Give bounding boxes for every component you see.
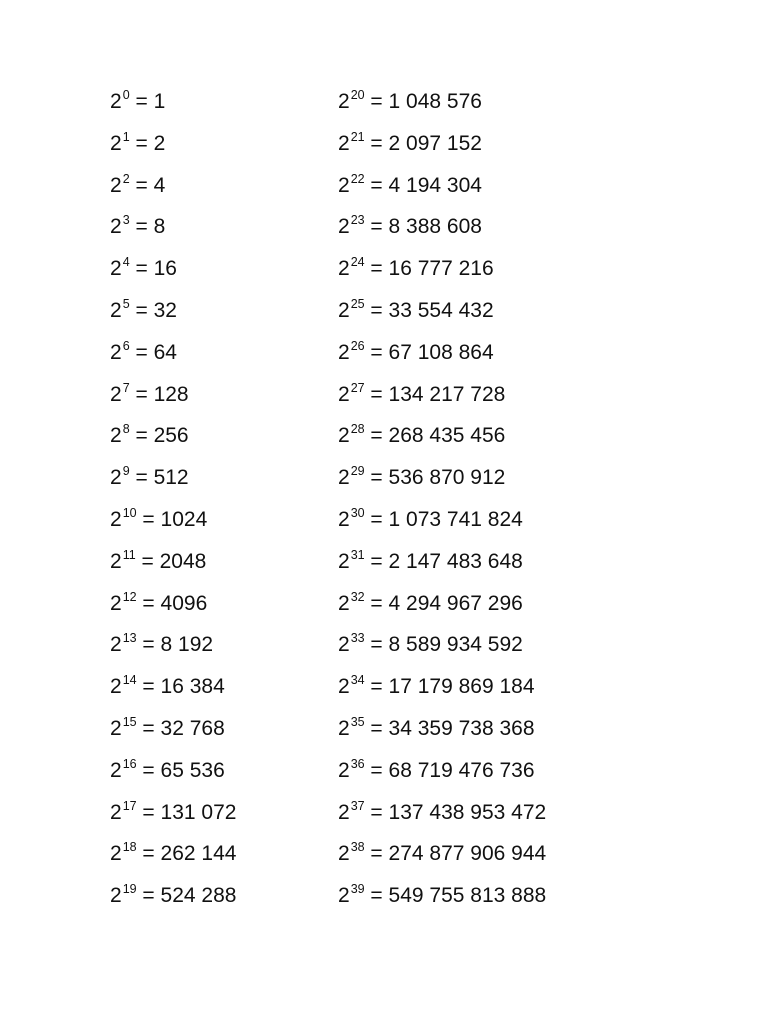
power-exponent: 23 xyxy=(350,213,365,228)
power-base: 2 xyxy=(110,466,122,490)
power-base: 2 xyxy=(338,424,350,448)
power-base: 2 xyxy=(338,800,350,824)
power-value: = 524 288 xyxy=(136,884,237,908)
power-base: 2 xyxy=(110,131,122,155)
power-value: = 33 554 432 xyxy=(364,298,494,322)
power-row xyxy=(338,332,546,374)
power-value: = 65 536 xyxy=(136,758,225,782)
power-value: = 536 870 912 xyxy=(364,466,506,490)
power-exponent: 6 xyxy=(122,338,130,353)
power-base: 2 xyxy=(110,842,122,866)
power-exponent: 39 xyxy=(350,882,365,897)
power-base: 2 xyxy=(110,800,122,824)
power-row xyxy=(338,81,546,123)
power-base: 2 xyxy=(110,340,122,364)
power-value: = 2 147 483 648 xyxy=(364,549,523,573)
power-value: = 137 438 953 472 xyxy=(364,800,547,824)
power-row xyxy=(110,248,236,290)
power-base: 2 xyxy=(338,382,350,406)
power-exponent: 18 xyxy=(122,840,137,855)
power-value: = 8 589 934 592 xyxy=(364,633,523,657)
power-exponent: 13 xyxy=(122,631,137,646)
power-value: = 512 xyxy=(129,466,189,490)
powers-column-left xyxy=(110,81,236,917)
power-base: 2 xyxy=(338,842,350,866)
power-exponent: 22 xyxy=(350,171,365,186)
power-row xyxy=(338,415,546,457)
powers-column-right xyxy=(338,81,546,917)
power-row xyxy=(338,833,546,875)
power-exponent: 25 xyxy=(350,296,365,311)
power-exponent: 3 xyxy=(122,213,130,228)
power-row xyxy=(338,374,546,416)
power-row xyxy=(338,457,546,499)
power-value: = 4 xyxy=(129,173,166,197)
power-base: 2 xyxy=(338,257,350,281)
power-row xyxy=(110,624,236,666)
power-value: = 134 217 728 xyxy=(364,382,506,406)
power-base: 2 xyxy=(338,675,350,699)
power-base: 2 xyxy=(338,298,350,322)
power-exponent: 17 xyxy=(122,798,137,813)
power-base: 2 xyxy=(338,716,350,740)
power-exponent: 20 xyxy=(350,88,365,102)
power-row xyxy=(110,415,236,457)
power-exponent: 16 xyxy=(122,756,137,771)
power-exponent: 36 xyxy=(350,756,365,771)
power-value: = 2 097 152 xyxy=(364,131,482,155)
power-value: = 1 048 576 xyxy=(364,90,482,113)
power-row xyxy=(110,666,236,708)
power-exponent: 1 xyxy=(122,129,130,144)
power-value: = 67 108 864 xyxy=(364,340,494,364)
power-row xyxy=(338,708,546,750)
power-value: = 8 388 608 xyxy=(364,215,482,239)
power-exponent: 35 xyxy=(350,714,365,729)
power-base: 2 xyxy=(110,173,122,197)
power-value: = 4 194 304 xyxy=(364,173,482,197)
power-base: 2 xyxy=(110,633,122,657)
power-base: 2 xyxy=(110,549,122,573)
power-exponent: 19 xyxy=(122,882,137,897)
power-value: = 128 xyxy=(129,382,189,406)
power-exponent: 27 xyxy=(350,380,365,395)
power-exponent: 14 xyxy=(122,673,137,688)
power-exponent: 38 xyxy=(350,840,365,855)
power-row xyxy=(110,792,236,834)
power-exponent: 24 xyxy=(350,255,365,270)
power-exponent: 26 xyxy=(350,338,365,353)
power-value: = 1024 xyxy=(136,507,208,531)
power-row xyxy=(338,123,546,165)
power-base: 2 xyxy=(338,340,350,364)
power-row xyxy=(110,875,236,917)
power-value: = 131 072 xyxy=(136,800,237,824)
power-base: 2 xyxy=(110,716,122,740)
power-row xyxy=(110,457,236,499)
power-base: 2 xyxy=(338,549,350,573)
power-value: = 549 755 813 888 xyxy=(364,884,547,908)
power-value: = 274 877 906 944 xyxy=(364,842,547,866)
power-value: = 16 xyxy=(129,257,177,281)
power-exponent: 29 xyxy=(350,464,365,479)
power-row xyxy=(110,206,236,248)
power-base: 2 xyxy=(338,466,350,490)
power-exponent: 9 xyxy=(122,464,130,479)
power-base: 2 xyxy=(110,758,122,782)
power-row xyxy=(338,875,546,917)
power-value: = 2048 xyxy=(135,549,207,573)
power-base: 2 xyxy=(338,507,350,531)
power-exponent: 34 xyxy=(350,673,365,688)
power-value: = 1 073 741 824 xyxy=(364,507,523,531)
power-value: = 268 435 456 xyxy=(364,424,506,448)
power-row xyxy=(110,499,236,541)
power-exponent: 21 xyxy=(350,129,365,144)
power-row xyxy=(338,165,546,207)
power-value: = 8 192 xyxy=(136,633,214,657)
power-row xyxy=(338,624,546,666)
power-value: = 4 294 967 296 xyxy=(364,591,523,615)
power-base: 2 xyxy=(338,173,350,197)
power-value: = 32 768 xyxy=(136,716,225,740)
power-row xyxy=(338,499,546,541)
power-base: 2 xyxy=(338,758,350,782)
power-exponent: 8 xyxy=(122,422,130,437)
power-value: = 16 384 xyxy=(136,675,225,699)
power-exponent: 12 xyxy=(122,589,137,604)
power-value: = 1 xyxy=(129,90,166,113)
power-base: 2 xyxy=(110,591,122,615)
power-base: 2 xyxy=(338,591,350,615)
power-row xyxy=(110,332,236,374)
power-exponent: 10 xyxy=(122,505,137,520)
power-value: = 4096 xyxy=(136,591,208,615)
power-row xyxy=(110,123,236,165)
power-row xyxy=(338,666,546,708)
power-base: 2 xyxy=(110,507,122,531)
power-row xyxy=(338,541,546,583)
power-row xyxy=(338,792,546,834)
power-value: = 8 xyxy=(129,215,166,239)
power-row xyxy=(338,290,546,332)
power-exponent: 31 xyxy=(350,547,365,562)
power-exponent: 7 xyxy=(122,380,130,395)
power-row xyxy=(338,750,546,792)
power-base: 2 xyxy=(110,675,122,699)
power-value: = 64 xyxy=(129,340,177,364)
power-row xyxy=(338,583,546,625)
power-row xyxy=(110,165,236,207)
power-base: 2 xyxy=(338,90,350,113)
power-value: = 17 179 869 184 xyxy=(364,675,535,699)
power-row xyxy=(110,541,236,583)
power-exponent: 30 xyxy=(350,505,365,520)
power-value: = 16 777 216 xyxy=(364,257,494,281)
power-base: 2 xyxy=(110,215,122,239)
power-row xyxy=(110,374,236,416)
power-value: = 68 719 476 736 xyxy=(364,758,535,782)
power-row xyxy=(110,833,236,875)
power-row xyxy=(110,290,236,332)
power-base: 2 xyxy=(338,633,350,657)
power-value: = 256 xyxy=(129,424,189,448)
power-exponent: 11 xyxy=(122,547,136,562)
power-base: 2 xyxy=(338,884,350,908)
power-base: 2 xyxy=(338,131,350,155)
power-exponent: 33 xyxy=(350,631,365,646)
power-exponent: 32 xyxy=(350,589,365,604)
power-row xyxy=(110,583,236,625)
power-value: = 32 xyxy=(129,298,177,322)
power-row xyxy=(110,81,236,123)
power-base: 2 xyxy=(110,298,122,322)
power-base: 2 xyxy=(110,257,122,281)
power-row xyxy=(110,708,236,750)
power-value: = 34 359 738 368 xyxy=(364,716,535,740)
power-exponent: 37 xyxy=(350,798,365,813)
power-value: = 262 144 xyxy=(136,842,237,866)
power-row xyxy=(110,750,236,792)
power-exponent: 2 xyxy=(122,171,130,186)
power-base: 2 xyxy=(110,382,122,406)
power-base: 2 xyxy=(338,215,350,239)
power-exponent: 15 xyxy=(122,714,137,729)
power-value: = 2 xyxy=(129,131,166,155)
power-base: 2 xyxy=(110,884,122,908)
power-row xyxy=(338,206,546,248)
power-exponent: 0 xyxy=(122,88,130,102)
power-base: 2 xyxy=(110,90,122,113)
power-row xyxy=(338,248,546,290)
power-base: 2 xyxy=(110,424,122,448)
power-exponent: 4 xyxy=(122,255,130,270)
power-exponent: 5 xyxy=(122,296,130,311)
power-exponent: 28 xyxy=(350,422,365,437)
